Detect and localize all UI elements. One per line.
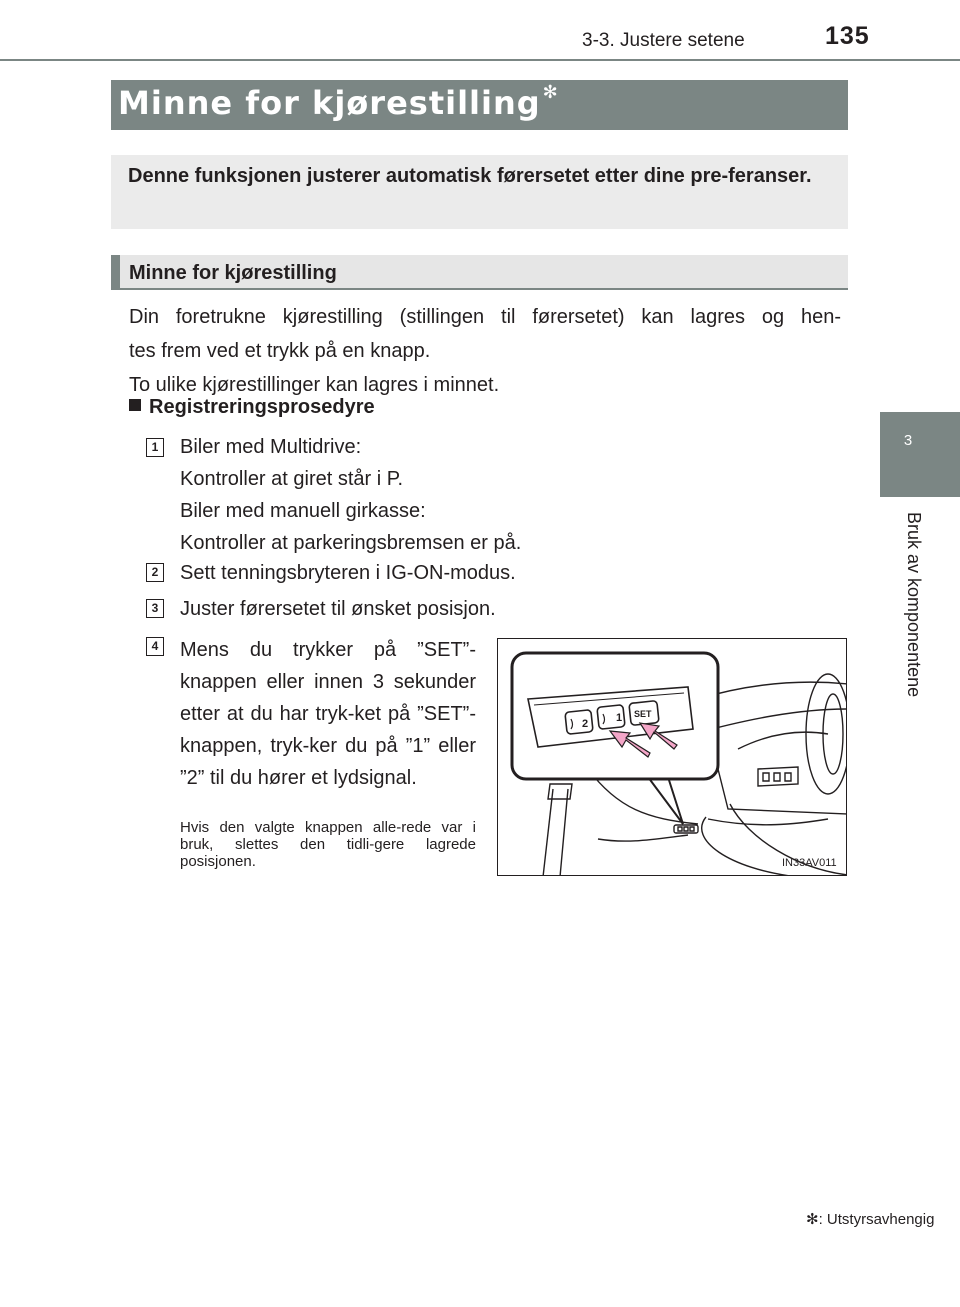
page-title — [118, 84, 559, 122]
intro-text: Denne funksjonen justerer automatisk førersetet etter dine pre-feranser. — [128, 165, 812, 187]
step-4-text: Mens du trykker på ”SET”-knappen eller innen 3 sekunder etter at du har tryk-ket på ”SET”-knappen, tryk-ker du på ”1” eller ”2” til du hører et lydsignal. — [180, 639, 476, 789]
subsection-accent — [111, 255, 120, 290]
step-number-3: 3 — [146, 599, 164, 618]
figure-code: IN33AV011 — [782, 857, 837, 869]
button-1-label: 1 — [616, 712, 623, 724]
step-number-2: 2 — [146, 563, 164, 582]
step-1-text — [180, 431, 521, 559]
section-header: 3-3. Justere setene — [582, 30, 745, 51]
step-line: Kontroller at giret står i P. — [180, 468, 404, 490]
step-4-note: Hvis den valgte knappen alle-rede var i bruk, slettes den tidli-gere lagrede posisjonen. — [180, 819, 476, 870]
optional-equipment-marker: ✻ — [542, 82, 559, 103]
memory-buttons-illustration — [497, 638, 847, 876]
chapter-number: 3 — [903, 432, 913, 449]
square-bullet-icon — [129, 399, 141, 411]
description-paragraph — [129, 300, 841, 402]
page-title-text: Minne for kjørestilling — [118, 84, 541, 122]
step-3-text: Juster førersetet til ønsket posisjon. — [180, 598, 496, 620]
step-line: Biler med Multidrive: — [180, 436, 362, 458]
memory-button-1 — [597, 705, 625, 730]
paragraph-line: tes frem ved et trykk på en knapp. — [129, 340, 431, 362]
step-number-4: 4 — [146, 637, 164, 656]
paragraph-line: Din foretrukne kjørestilling (stillingen til førersetet) kan lagres og hen- — [129, 306, 841, 328]
set-button — [629, 701, 659, 726]
paragraph-line: To ulike kjørestillinger kan lagres i minnet. — [129, 374, 500, 396]
step-2-text: Sett tenningsbryteren i IG-ON-modus. — [180, 562, 516, 584]
set-button-label: SET — [634, 709, 652, 719]
button-2-label: 2 — [582, 718, 589, 730]
illustration-svg — [498, 639, 847, 876]
procedure-heading-text: Registreringsprosedyre — [149, 396, 375, 418]
footnote: ✻: Utstyrsavhengig — [806, 1211, 935, 1228]
page-number: 135 — [825, 22, 870, 50]
step-line: Biler med manuell girkasse: — [180, 500, 426, 522]
chapter-label: Bruk av komponentene — [904, 512, 924, 698]
step-line: Kontroller at parkeringsbremsen er på. — [180, 532, 522, 554]
memory-button-2 — [565, 710, 593, 735]
subsection-title: Minne for kjørestilling — [129, 262, 337, 284]
procedure-heading — [129, 396, 375, 419]
chapter-tab — [880, 412, 960, 497]
header-divider — [0, 59, 960, 61]
step-number-1: 1 — [146, 438, 164, 457]
